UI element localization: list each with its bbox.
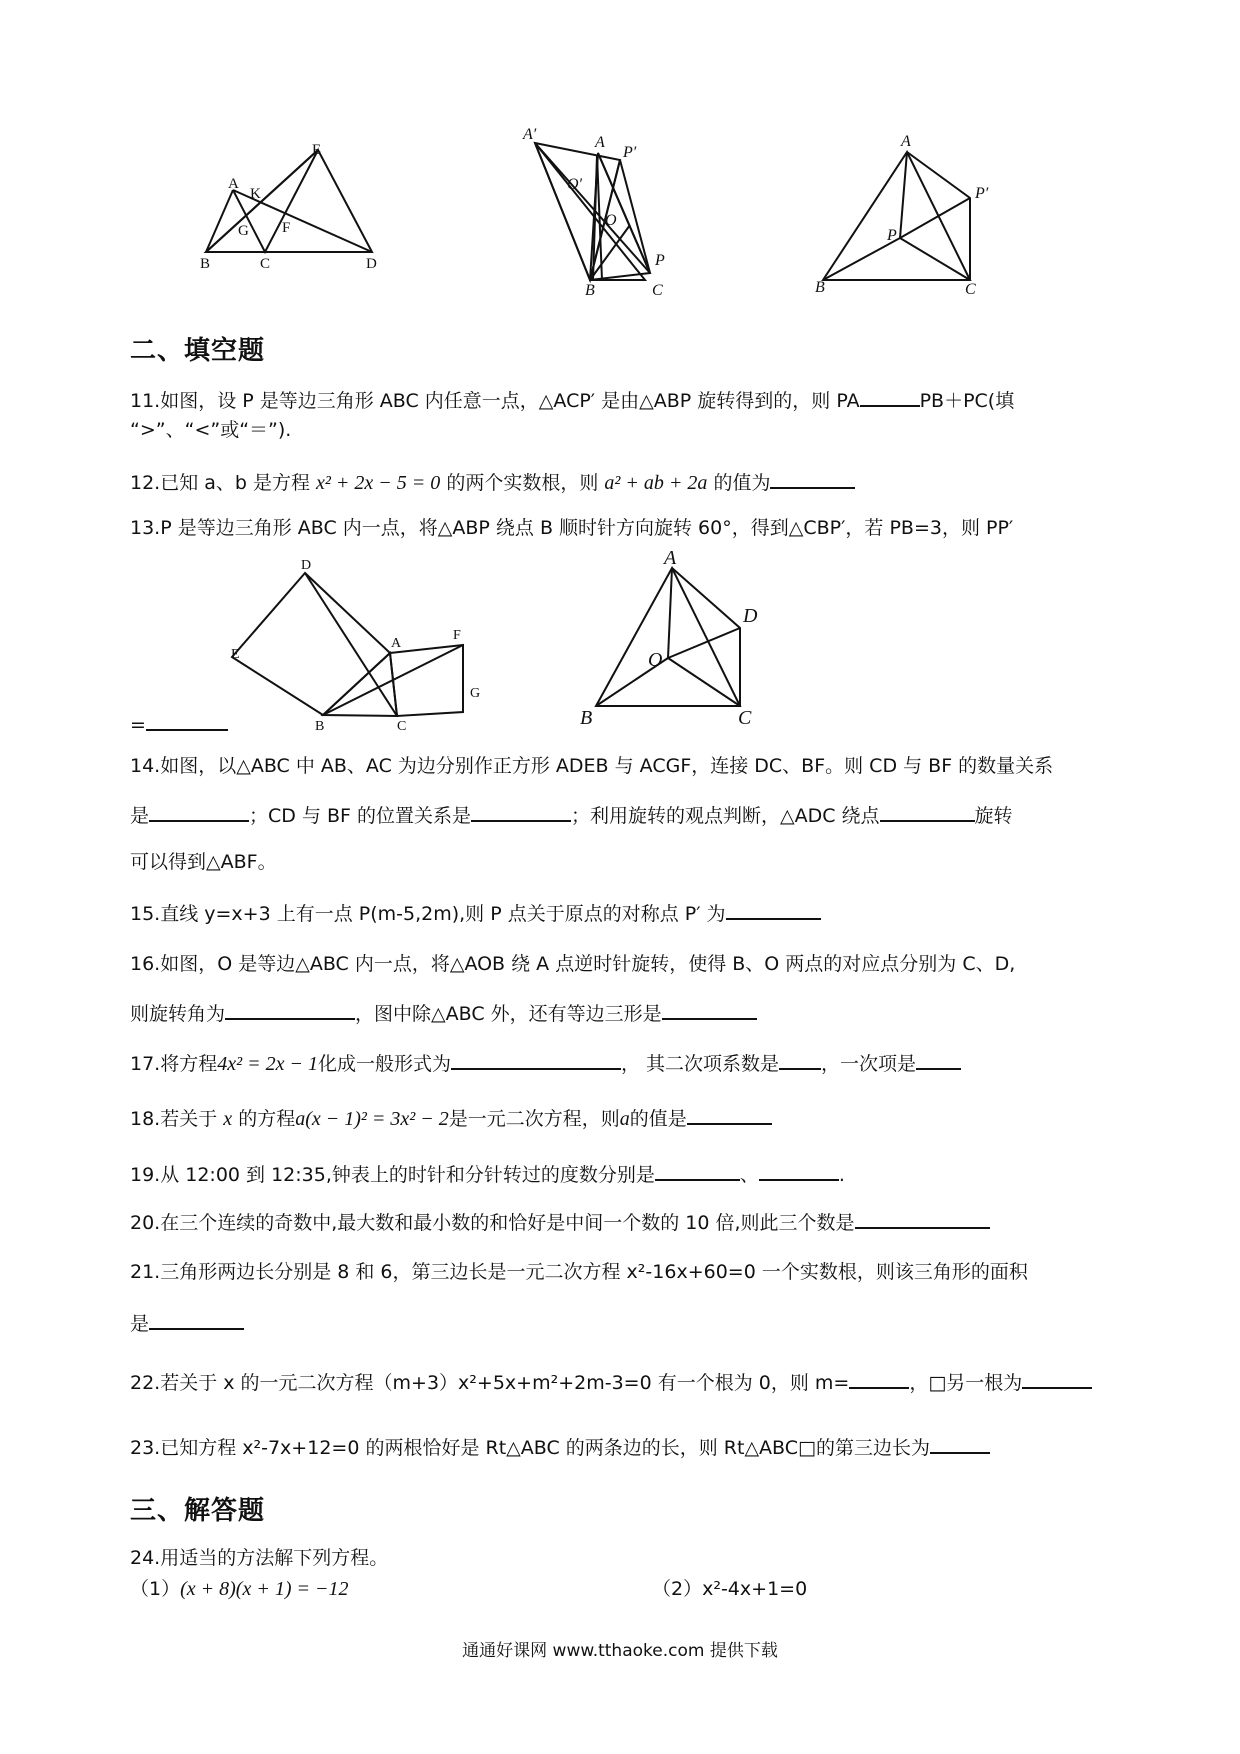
fig4-label: F [453, 628, 461, 643]
fig5-label: B [580, 707, 593, 728]
fig3-label: C [965, 281, 976, 295]
question-13: 13.P 是等边三角形 ABC 内一点，将△ABP 绕点 B 顺时针方向旋转 60°，得到△CBP′，若 PB=3，则 PP′ [130, 517, 1014, 539]
answer-blank [655, 1159, 740, 1181]
fig4-label: D [301, 558, 312, 573]
question-12: 12.已知 a、b 是方程 x² + 2x − 5 = 0 的两个实数根，则 a² + ab + 2a 的值为 [130, 467, 1120, 497]
figure-triangle-pprime [815, 130, 1005, 295]
answer-blank [930, 1432, 990, 1454]
answer-blank [880, 800, 975, 822]
question-14-cont: 是 ；CD 与 BF 的位置关系是 ；利用旋转的观点判断，△ADC 绕点 旋转 [130, 800, 1120, 830]
question-16: 16.如图，O 是等边△ABC 内一点，将△AOB 绕 A 点逆时针旋转，使得 B、O 两点的对应点分别为 C、D, [130, 953, 1016, 975]
fig3-label: P [887, 227, 897, 244]
answer-blank [779, 1048, 821, 1070]
answer-blank [770, 467, 855, 489]
question-21: 21.三角形两边长分别是 8 和 6，第三边长是一元二次方程 x²-16x+60=0 一个实数根，则该三角形的面积 [130, 1261, 1028, 1283]
question-18: 18.若关于 x 的方程a(x − 1)² = 3x² − 2是一元二次方程，则a的值是 [130, 1103, 1120, 1133]
answer-blank [149, 1308, 244, 1330]
answer-blank [451, 1048, 621, 1070]
answer-blank [225, 998, 355, 1020]
question-20: 20.在三个连续的奇数中,最大数和最小数的和恰好是中间一个数的 10 倍,则此三个数是 [130, 1207, 1120, 1237]
answer-blank [916, 1048, 961, 1070]
fig2-label: A [595, 134, 605, 151]
fig3-label: A [901, 133, 911, 150]
question-22: 22.若关于 x 的一元二次方程（m+3）x²+5x+m²+2m-3=0 有一个根为 0，则 m= ，□另一根为 [130, 1367, 1120, 1397]
question-15: 15.直线 y=x+3 上有一点 P(m-5,2m),则 P 点关于原点的对称点 P′ 为 [130, 898, 1120, 928]
fig5-label: C [738, 707, 752, 728]
fig3-label: P′ [975, 185, 989, 202]
fig1-label: K [250, 186, 261, 202]
question-13-cont: = [130, 709, 1120, 739]
question-11: 11.如图，设 P 是等边三角形 ABC 内任意一点，△ACP′ 是由△ABP 旋转得到的，则 PA PB＋PC(填 [130, 385, 1120, 415]
fig2-label: O [605, 212, 617, 229]
fig4-label: C [397, 719, 407, 730]
answer-blank [149, 800, 249, 822]
fig4-label: A [391, 636, 402, 651]
fig1-label: B [200, 256, 211, 272]
answer-blank [471, 800, 571, 822]
fig1-label: D [366, 256, 377, 272]
fig2-label: C [652, 282, 663, 295]
fig2-label: P′ [623, 144, 637, 161]
answer-blank [687, 1103, 772, 1125]
fig2-label: O′ [567, 176, 583, 193]
figure-rotation-aprime [515, 125, 755, 295]
question-14-end: 可以得到△ABF。 [130, 851, 277, 873]
fig1-label: G [238, 223, 249, 239]
section-title: 三、解答题 [130, 1496, 266, 1526]
fig2-label: A′ [523, 126, 537, 143]
fig4-label: G [470, 686, 481, 701]
fig5-label: A [664, 548, 677, 569]
figure-squares [225, 555, 495, 730]
figure-triangle-aod [580, 548, 780, 728]
fig1-label: E [312, 142, 322, 158]
fig4-label: E [231, 647, 240, 662]
question-24: 24.用适当的方法解下列方程。 [130, 1547, 389, 1569]
page-footer: 通通好课网 www.tthaoke.com 提供下载 [462, 1641, 778, 1661]
answer-blank [1022, 1367, 1092, 1389]
fig1-label: A [228, 176, 239, 192]
question-16-cont: 则旋转角为 ，图中除△ABC 外，还有等边三形是 [130, 998, 1120, 1028]
fig1-label: C [260, 256, 271, 272]
fig3-label: B [815, 279, 825, 295]
figure-triangle-ekgf [200, 140, 400, 275]
answer-blank [849, 1367, 909, 1389]
question-24-part1: （1）(x + 8)(x + 1) = −12 [130, 1578, 349, 1600]
question-19: 19.从 12:00 到 12:35,钟表上的时针和分针转过的度数分别是 、 . [130, 1159, 1120, 1189]
fig2-label: P [655, 252, 665, 269]
fig1-label: F [282, 220, 291, 236]
question-11-cont: “>”、“<”或“＝”). [130, 419, 292, 441]
answer-blank [726, 898, 821, 920]
question-14: 14.如图，以△ABC 中 AB、AC 为边分别作正方形 ADEB 与 ACGF，连接 DC、BF。则 CD 与 BF 的数量关系 [130, 755, 1054, 777]
answer-blank [759, 1159, 839, 1181]
answer-blank [860, 385, 920, 407]
answer-blank [855, 1207, 990, 1229]
fig5-label: D [743, 605, 758, 627]
fig4-label: B [315, 719, 325, 730]
answer-blank [662, 998, 757, 1020]
fig2-label: B [585, 282, 595, 295]
fig5-label: O [648, 649, 663, 671]
question-24-part2: （2）x²-4x+1=0 [652, 1578, 808, 1600]
section-title: 二、填空题 [130, 336, 266, 366]
question-23: 23.已知方程 x²-7x+12=0 的两根恰好是 Rt△ABC 的两条边的长，则 Rt△ABC□的第三边长为 [130, 1432, 1120, 1462]
question-17: 17.将方程4x² = 2x − 1化成一般形式为 ， 其二次项系数是 ，一次项是 [130, 1048, 1120, 1078]
question-21-cont: 是 [130, 1308, 1120, 1338]
answer-blank [146, 709, 228, 731]
